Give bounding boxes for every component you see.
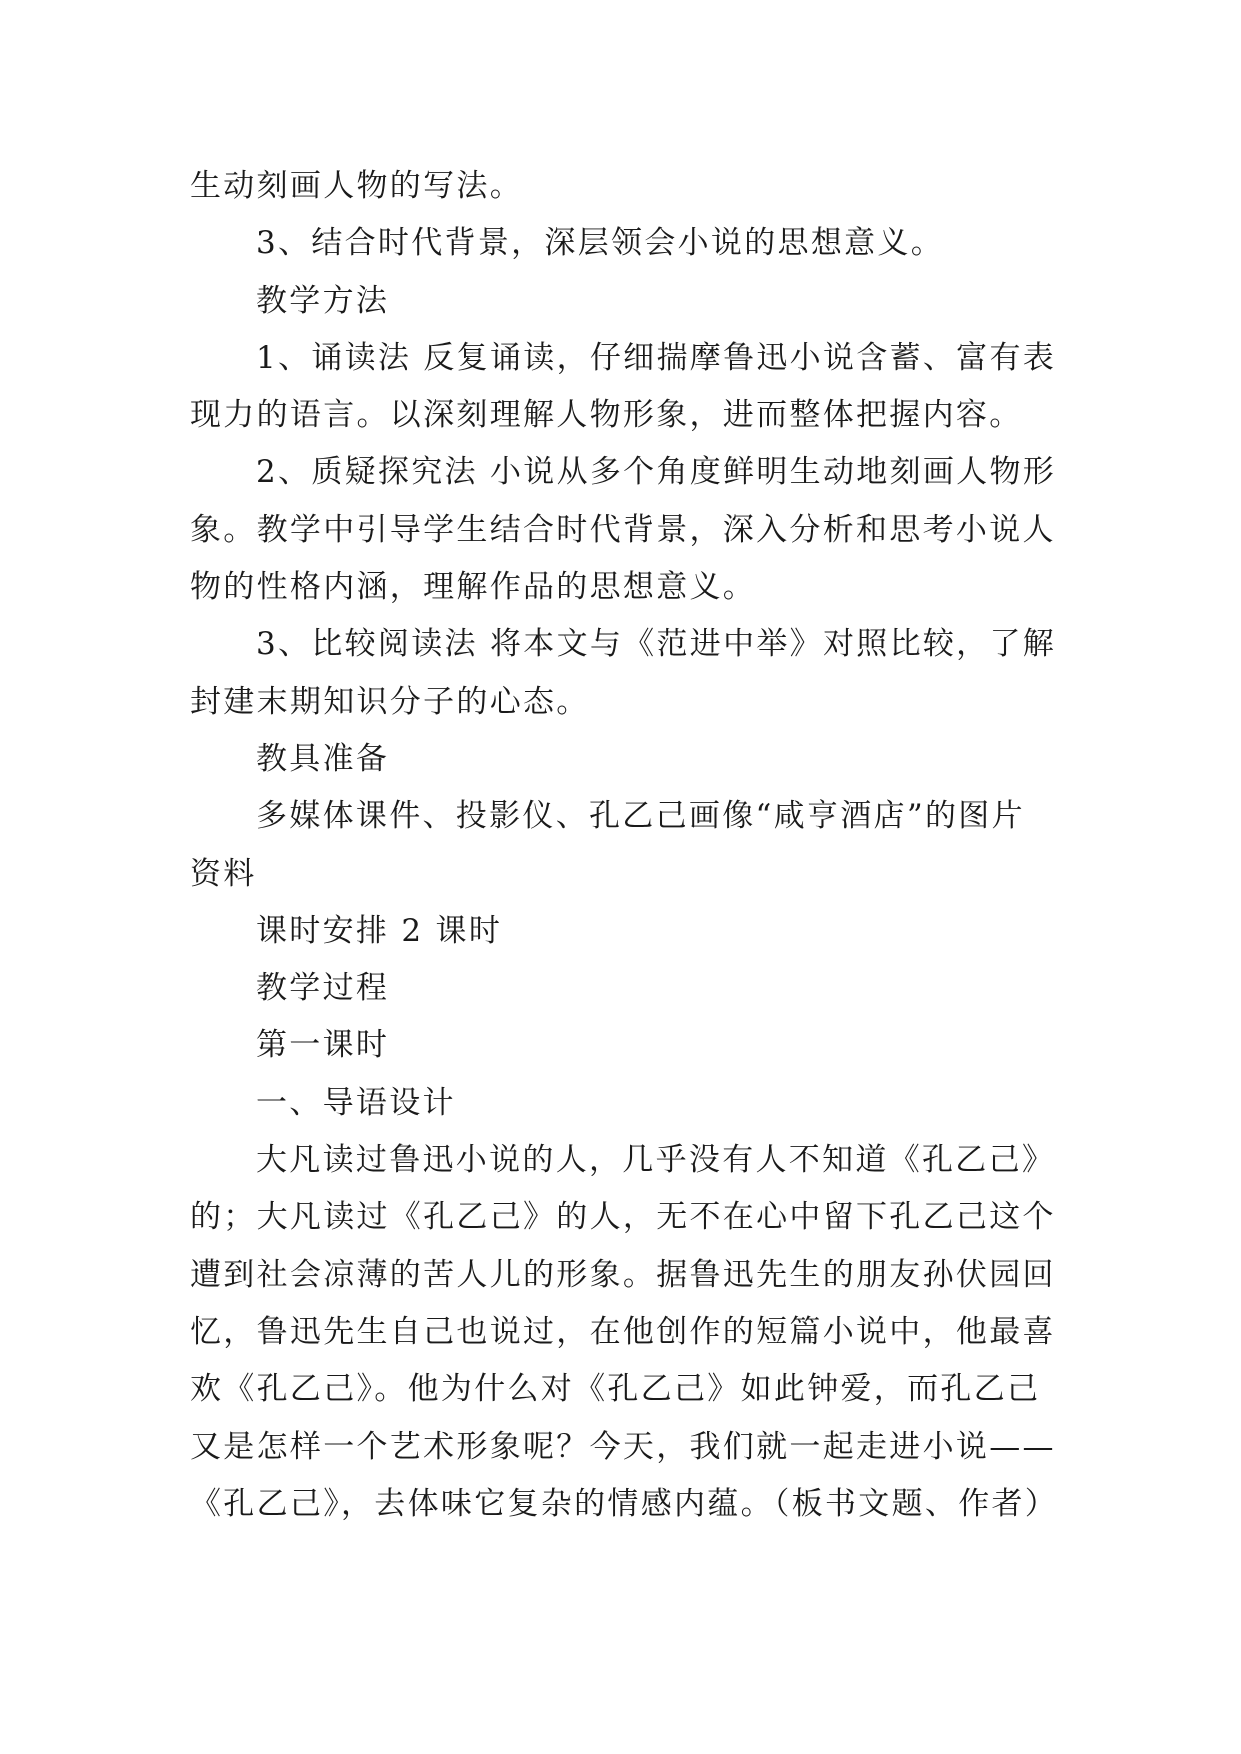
section-heading: 教学过程 bbox=[256, 970, 390, 1007]
text-line: 物的性格内涵，理解作品的思想意义。 bbox=[190, 569, 757, 606]
text-line: 生动刻画人物的写法。 bbox=[190, 168, 523, 204]
text-line: 《孔乙己》，去体味它复杂的情感内蕴。（板书文题、作者） bbox=[190, 1485, 1059, 1522]
text-line: 1、诵读法 反复诵读，仔细揣摩鲁迅小说含蓄、富有表 bbox=[256, 339, 1057, 376]
text-line: 课时安排 2 课时 bbox=[256, 912, 503, 949]
text-line: 象。教学中引导学生结合时代背景，深入分析和思考小说人 bbox=[190, 511, 1056, 548]
text-line: 大凡读过鲁迅小说的人，几乎没有人不知道《孔乙己》 bbox=[256, 1142, 1056, 1179]
text-line: 现力的语言。以深刻理解人物形象，进而整体把握内容。 bbox=[190, 397, 1023, 434]
text-line: 多媒体课件、投影仪、孔乙己画像“咸亨酒店”的图片 bbox=[256, 798, 1025, 835]
text-line: 又是怎样一个艺术形象呢？今天，我们就一起走进小说—— bbox=[190, 1428, 1056, 1465]
text-line: 3、比较阅读法 将本文与《范进中举》对照比较，了解 bbox=[256, 626, 1057, 663]
text-line: 遭到社会凉薄的苦人儿的形象。据鲁迅先生的朋友孙伏园回 bbox=[190, 1256, 1056, 1293]
document-body bbox=[190, 158, 1059, 1533]
text-line: 的；大凡读过《孔乙己》的人，无不在心中留下孔乙己这个 bbox=[190, 1199, 1056, 1236]
text-line: 欢《孔乙己》。他为什么对《孔乙己》如此钟爱，而孔乙己 bbox=[190, 1371, 1041, 1408]
section-heading: 一、导语设计 bbox=[256, 1084, 456, 1121]
section-heading: 第一课时 bbox=[256, 1027, 390, 1064]
text-line: 资料 bbox=[190, 855, 257, 892]
text-line: 3、结合时代背景，深层领会小说的思想意义。 bbox=[256, 225, 945, 262]
text-line: 封建末期知识分子的心态。 bbox=[190, 683, 590, 720]
section-heading: 教学方法 bbox=[256, 282, 390, 319]
section-heading: 教具准备 bbox=[256, 740, 390, 777]
text-line: 2、质疑探究法 小说从多个角度鲜明生动地刻画人物形 bbox=[256, 454, 1057, 491]
text-line: 忆，鲁迅先生自己也说过，在他创作的短篇小说中，他最喜 bbox=[190, 1313, 1056, 1350]
